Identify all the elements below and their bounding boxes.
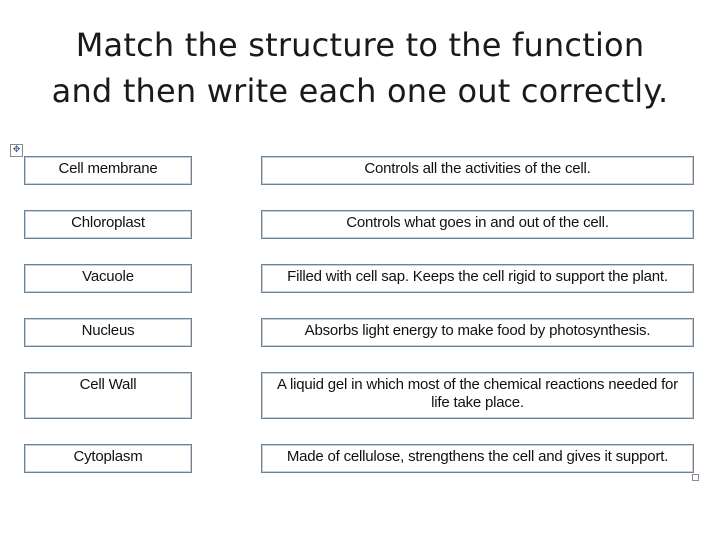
title-line-1: Match the structure to the function xyxy=(75,26,645,64)
resize-handle[interactable] xyxy=(692,474,699,481)
title-line-2: and then write each one out correctly. xyxy=(51,72,669,110)
function-box-4: Absorbs light energy to make food by photosynthesis. xyxy=(261,318,694,347)
slide-title xyxy=(0,22,720,114)
structure-box-3: Vacuole xyxy=(24,264,192,293)
structure-box-5: Cell Wall xyxy=(24,372,192,419)
structure-box-1: Cell membrane xyxy=(24,156,192,185)
structure-box-2: Chloroplast xyxy=(24,210,192,239)
function-box-1: Controls all the activities of the cell. xyxy=(261,156,694,185)
function-box-6: Made of cellulose, strengthens the cell and gives it support. xyxy=(261,444,694,473)
function-box-3: Filled with cell sap. Keeps the cell rigid to support the plant. xyxy=(261,264,694,293)
function-box-5: A liquid gel in which most of the chemical reactions needed for life take place. xyxy=(261,372,694,419)
structure-box-6: Cytoplasm xyxy=(24,444,192,473)
move-cross-icon[interactable]: ✥ xyxy=(10,144,23,157)
function-box-2: Controls what goes in and out of the cell. xyxy=(261,210,694,239)
structure-box-4: Nucleus xyxy=(24,318,192,347)
